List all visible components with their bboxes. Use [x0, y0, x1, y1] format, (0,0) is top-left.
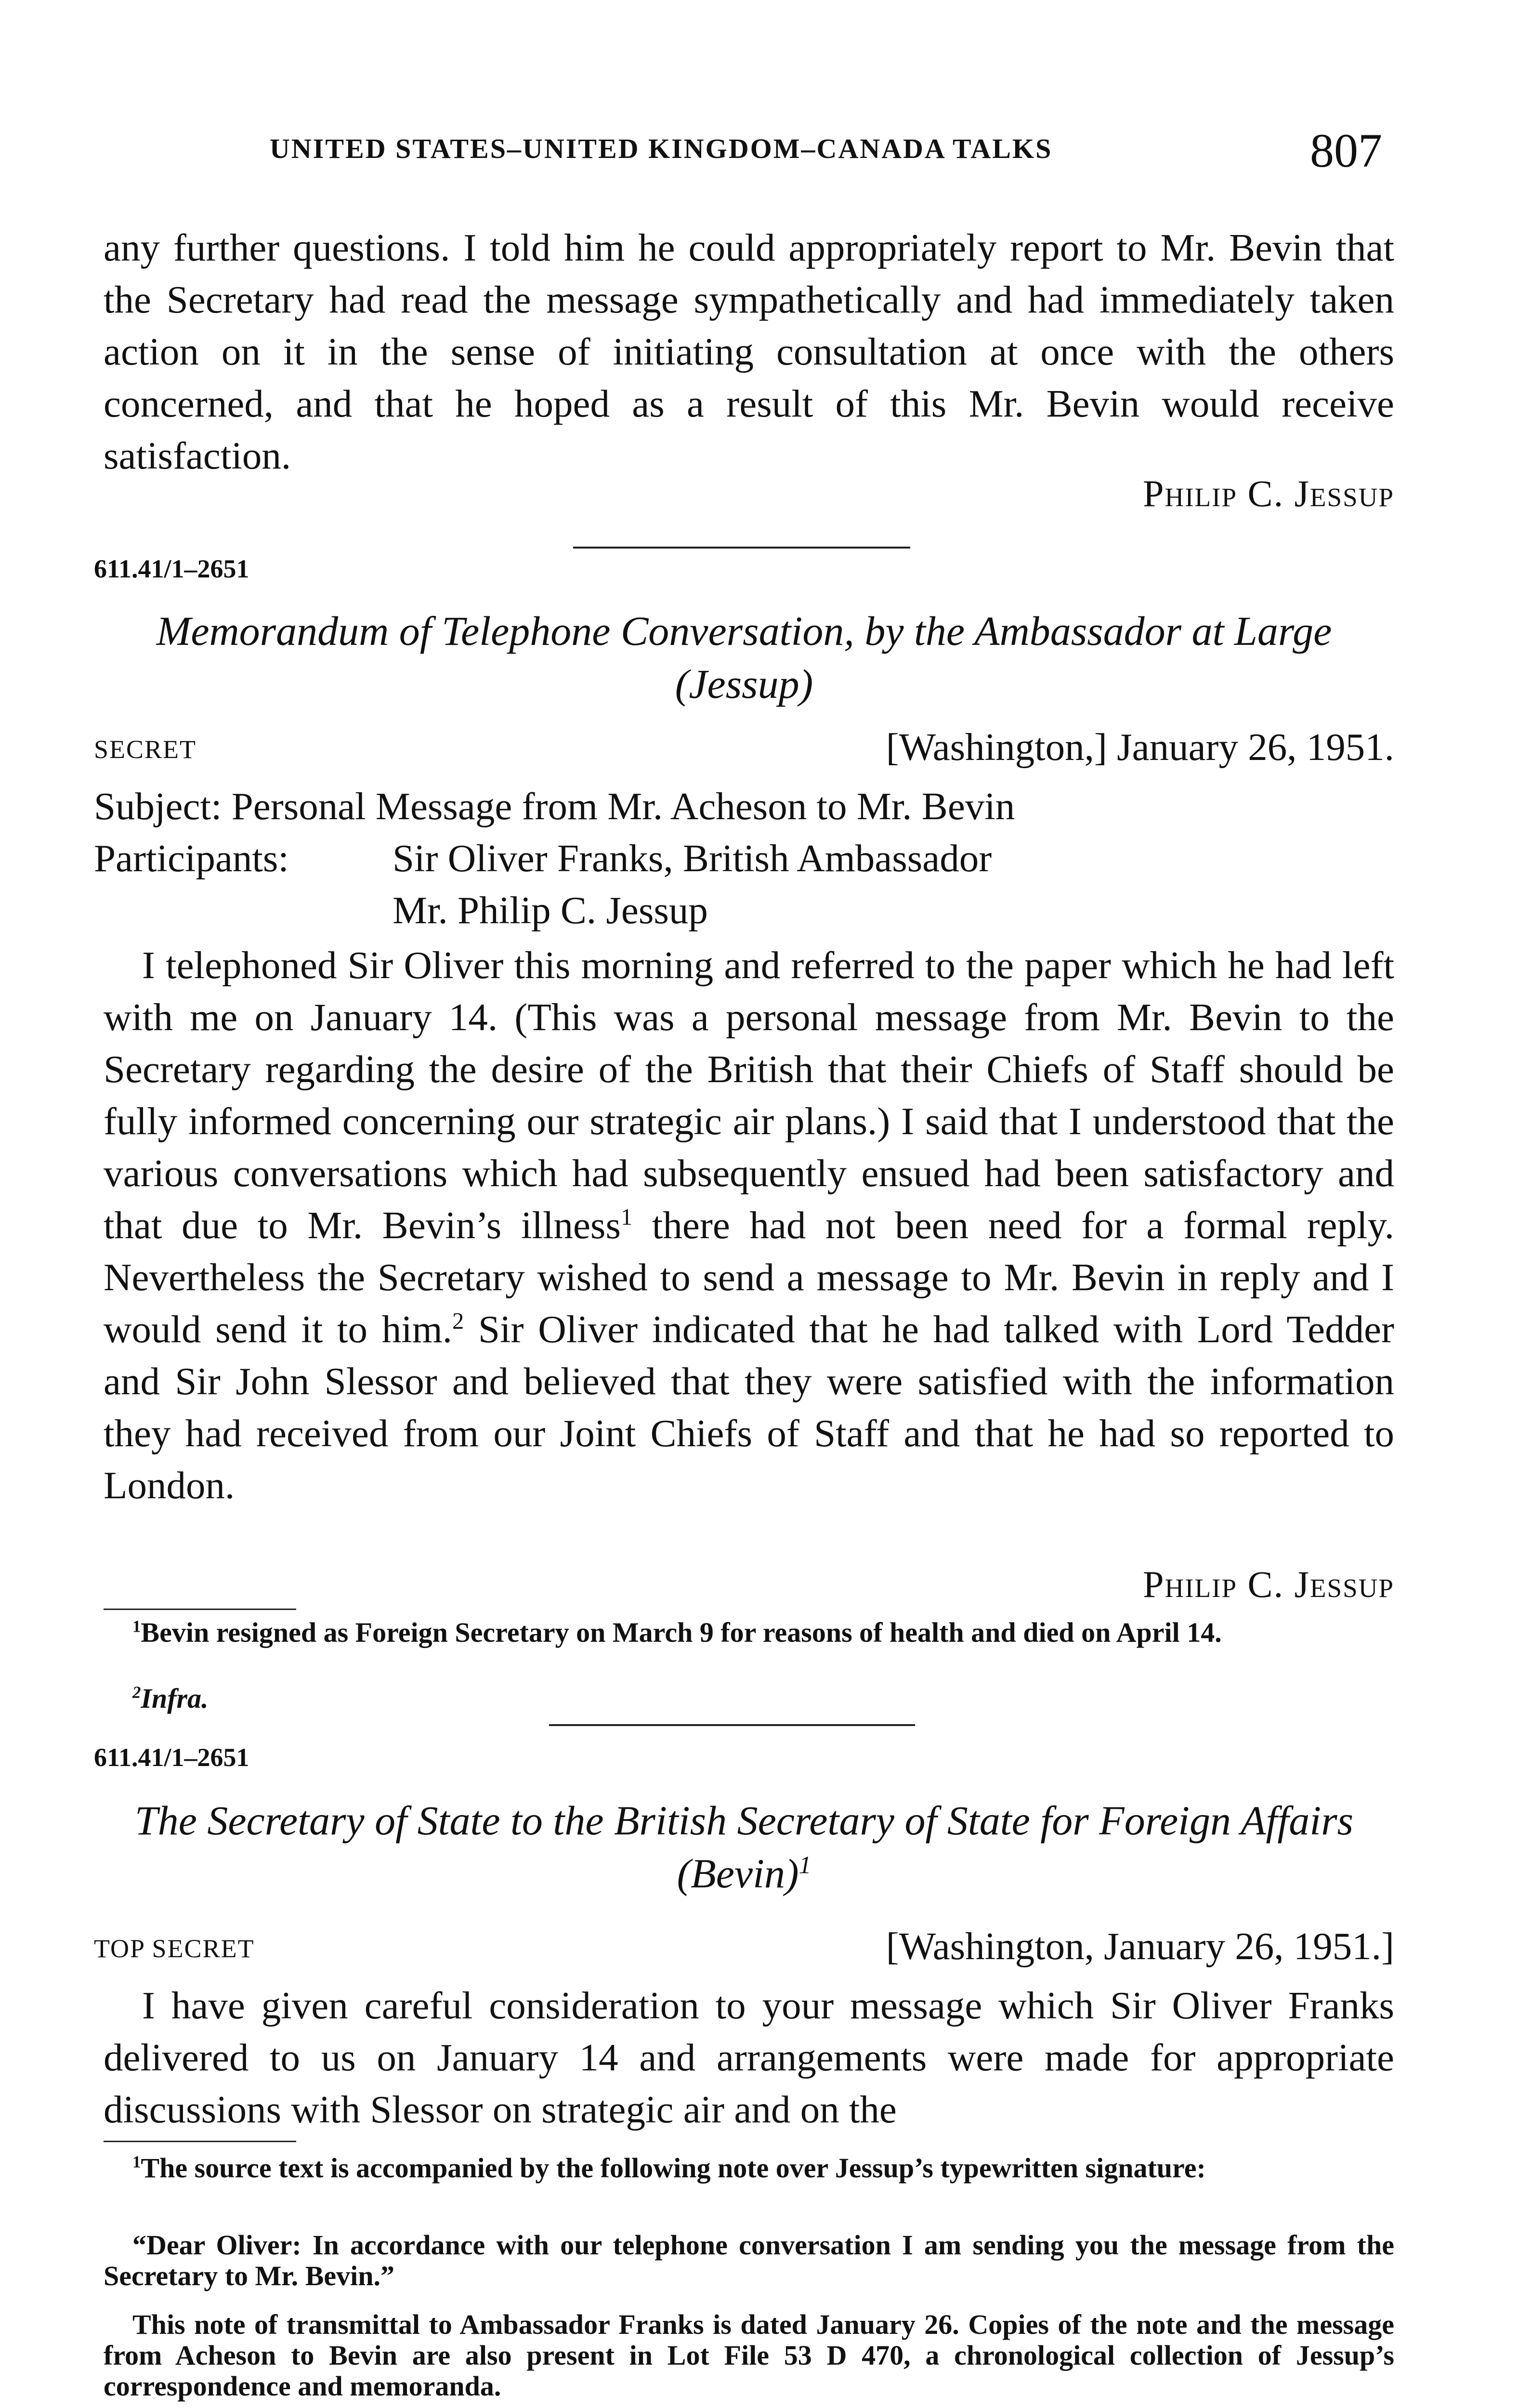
running-head: UNITED STATES–UNITED KINGDOM–CANADA TALKS	[270, 133, 1053, 164]
dateline-doc2: [Washington, January 26, 1951.]	[886, 1924, 1394, 1968]
footnote-ref-1: 1	[620, 1204, 633, 1230]
dateline-doc1: [Washington,] January 26, 1951.	[886, 725, 1394, 769]
continuation-paragraph: any further questions. I told him he could appropriately report to Mr. Bevin that the Secretary had read the message sympathetically and had immediately taken action on it in the sense of initiating consultation at once with the others concerned, and that he hoped as a result of this Mr. Bevin would receive satisfaction.	[104, 226, 1394, 477]
footnote-1-doc2-text-a: The source text is accompanied by the following note over Jessup’s typewritten signature:	[141, 2152, 1206, 2184]
footnote-rule-doc1	[104, 1609, 296, 1610]
participants-label: Participants:	[94, 837, 289, 880]
classification-top-secret: TOP SECRET	[94, 1934, 255, 1963]
doc2-title-text: The Secretary of State to the British Secretary of State for Foreign Affairs (Bevin)	[134, 1797, 1354, 1897]
doc2-title-footnote-ref: 1	[798, 1851, 811, 1879]
classification-secret: SECRET	[94, 735, 197, 764]
subject-line: Subject: Personal Message from Mr. Acheson to Mr. Bevin	[94, 785, 1015, 828]
doc1-title: Memorandum of Telephone Conversation, by the Ambassador at Large (Jessup)	[156, 608, 1332, 707]
signature-jessup-1: Philip C. Jessup	[1143, 472, 1394, 514]
doc1-body-part2: there had not been need for a formal reply. Nevertheless the Secretary wished to send a message to Mr. Bevin in reply and I would send it to him.	[104, 1204, 1394, 1351]
signature-jessup-2: Philip C. Jessup	[1143, 1563, 1394, 1605]
doc1-body-part1: I telephoned Sir Oliver this morning and referred to the paper which he had left with me on January 14. (This was a personal message from Mr. Bevin to the Secretary regarding the desire of the British that their Chiefs of Staff should be fully informed concerning our strategic air plans.) I said that I understood that the various conversations which had subsequently ensued had been satisfactory and that due to Mr. Bevin’s illness	[104, 943, 1394, 1247]
footnote-1-doc2-c: This note of transmittal to Ambassador Franks is dated January 26. Copies of the note and the message from Acheson to Bevin are also present in Lot File 53 D 470, a chronological collection of Jessup’s correspondence and memoranda.	[104, 2309, 1394, 2402]
footnote-1-doc2-b: “Dear Oliver: In accordance with our telephone conversation I am sending you the message from the Secretary to Mr. Bevin.”	[104, 2229, 1394, 2291]
footnote-rule-doc2	[104, 2141, 296, 2142]
footnote-1-doc2-mark: 1	[132, 2152, 141, 2172]
footnote-1-mark: 1	[132, 1617, 141, 1636]
page-number: 807	[1310, 124, 1382, 177]
section-divider	[573, 547, 910, 549]
footnote-2-doc1	[132, 1683, 209, 1714]
doc2-title	[94, 1794, 1394, 1900]
footnote-ref-2: 2	[452, 1308, 464, 1334]
footnote-1-text: Bevin resigned as Foreign Secretary on March 9 for reasons of health and died on April 14.	[141, 1617, 1222, 1648]
file-number-doc1: 611.41/1–2651	[94, 554, 249, 583]
doc1-body	[104, 939, 1394, 1511]
section-divider-2	[549, 1724, 915, 1726]
footnote-1-doc2-a	[104, 2153, 1394, 2184]
footnote-2-text: Infra.	[141, 1683, 209, 1714]
participant-franks: Sir Oliver Franks, British Ambassador	[393, 837, 992, 880]
footnote-1-doc1	[104, 1617, 1394, 1648]
doc2-body: I have given careful consideration to your message which Sir Oliver Franks delivered to us on January 14 and arrangements were made for appropriate discussions with Slessor on strategic air and on the	[104, 1984, 1394, 2131]
participant-jessup: Mr. Philip C. Jessup	[393, 889, 708, 932]
footnote-2-mark: 2	[132, 1683, 141, 1702]
doc1-body-part3: Sir Oliver indicated that he had talked with Lord Tedder and Sir John Slessor and believed that they were satisfied with the information they had received from our Joint Chiefs of Staff and that he had so reported to London.	[104, 1308, 1395, 1507]
file-number-doc2: 611.41/1–2651	[94, 1743, 249, 1772]
